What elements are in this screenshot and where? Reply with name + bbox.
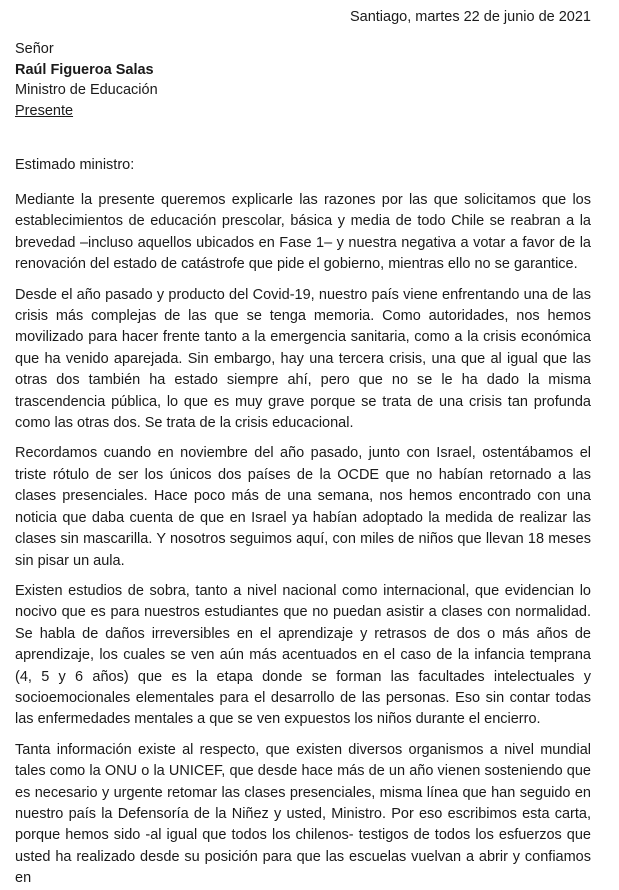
letter-paragraph-4: Existen estudios de sobra, tanto a nivel nacional como internacional, que evidencian lo nocivo que es para nuestros estudiantes que no puedan asistir a clases con normalidad. Se habla de daños irreversibles en el aprendizaje y retrasos de dos o más años de aprendizaje, los cuales se ven aún más acentuados en el caso de la infancia temprana (4, 5 y 6 años) que es la etapa donde se forman las facultades intelectuales y socioemocionales elementales para el desarrollo de las personas. Eso sin contar todas las enfermedades mentales a que se ven expuestos los niños durante el encierro. [15, 582, 591, 728]
recipient-presente: Presente [15, 102, 74, 119]
recipient-role: Ministro de Educación [15, 82, 158, 98]
letter-paragraph-3: Recordamos cuando en noviembre del año pasado, junto con Israel, ostentábamos el triste rótulo de ser los únicos dos países de la OCDE que no habían retornado a las clases presenciales. Hace poco más de una semana, nos hemos encontrado con una noticia que daba cuenta de que en Israel ya habían adoptado la medida de realizar las clases sin mascarilla. Y nosotros seguimos aquí, con miles de niños que llevan 18 meses sin pisar un aula. [15, 445, 591, 569]
letter-date: Santiago, martes 22 de junio de 2021 [349, 9, 591, 25]
letter-greeting: Estimado ministro: [15, 157, 135, 173]
letter-paragraph-2: Desde el año pasado y producto del Covid-19, nuestro país viene enfrentando una de las crisis más complejas de las que se tenga memoria. Como autoridades, nos hemos movilizado para hacer frente tanto a la emergencia sanitaria, como a la crisis económica que ha venido aparejada. Sin embargo, hay una tercera crisis, una que al igual que las otras dos también ha estado siempre ahí, pero que no se le ha dado la misma trascendencia pública, lo que es muy grave porque se trata de una crisis tan profunda como las otras dos. Se trata de la crisis educacional. [15, 286, 591, 432]
recipient-name: Raúl Figueroa Salas [15, 61, 154, 78]
letter-paragraph-5: Tanta información existe al respecto, que existen diversos organismos a nivel mundial tales como la ONU o la UNICEF, que desde hace más de un año vienen sosteniendo que es necesario y urgente retomar las clases presenciales, misma línea que han seguido en nuestro país la Defensoría de la Niñez y usted, Ministro. Por eso escribimos esta carta, porque hemos sido -al igual que todos los chilenos- testigos de todos los esfuerzos que usted ha realizado desde su posición para que las escuelas vuelvan a abrir y confiamos en [15, 741, 591, 887]
letter-paragraph-1: Mediante la presente queremos explicarle las razones por las que solicitamos que los establecimientos de educación prescolar, básica y media de todo Chile se reabran a la brevedad –incluso aquellos ubicados en Fase 1– y nuestra negativa a votar a favor de la renovación del estado de catástrofe que pide el gobierno, mientras ello no se garantice. [15, 192, 591, 273]
recipient-block [15, 39, 591, 121]
recipient-prefix: Señor [15, 41, 54, 57]
